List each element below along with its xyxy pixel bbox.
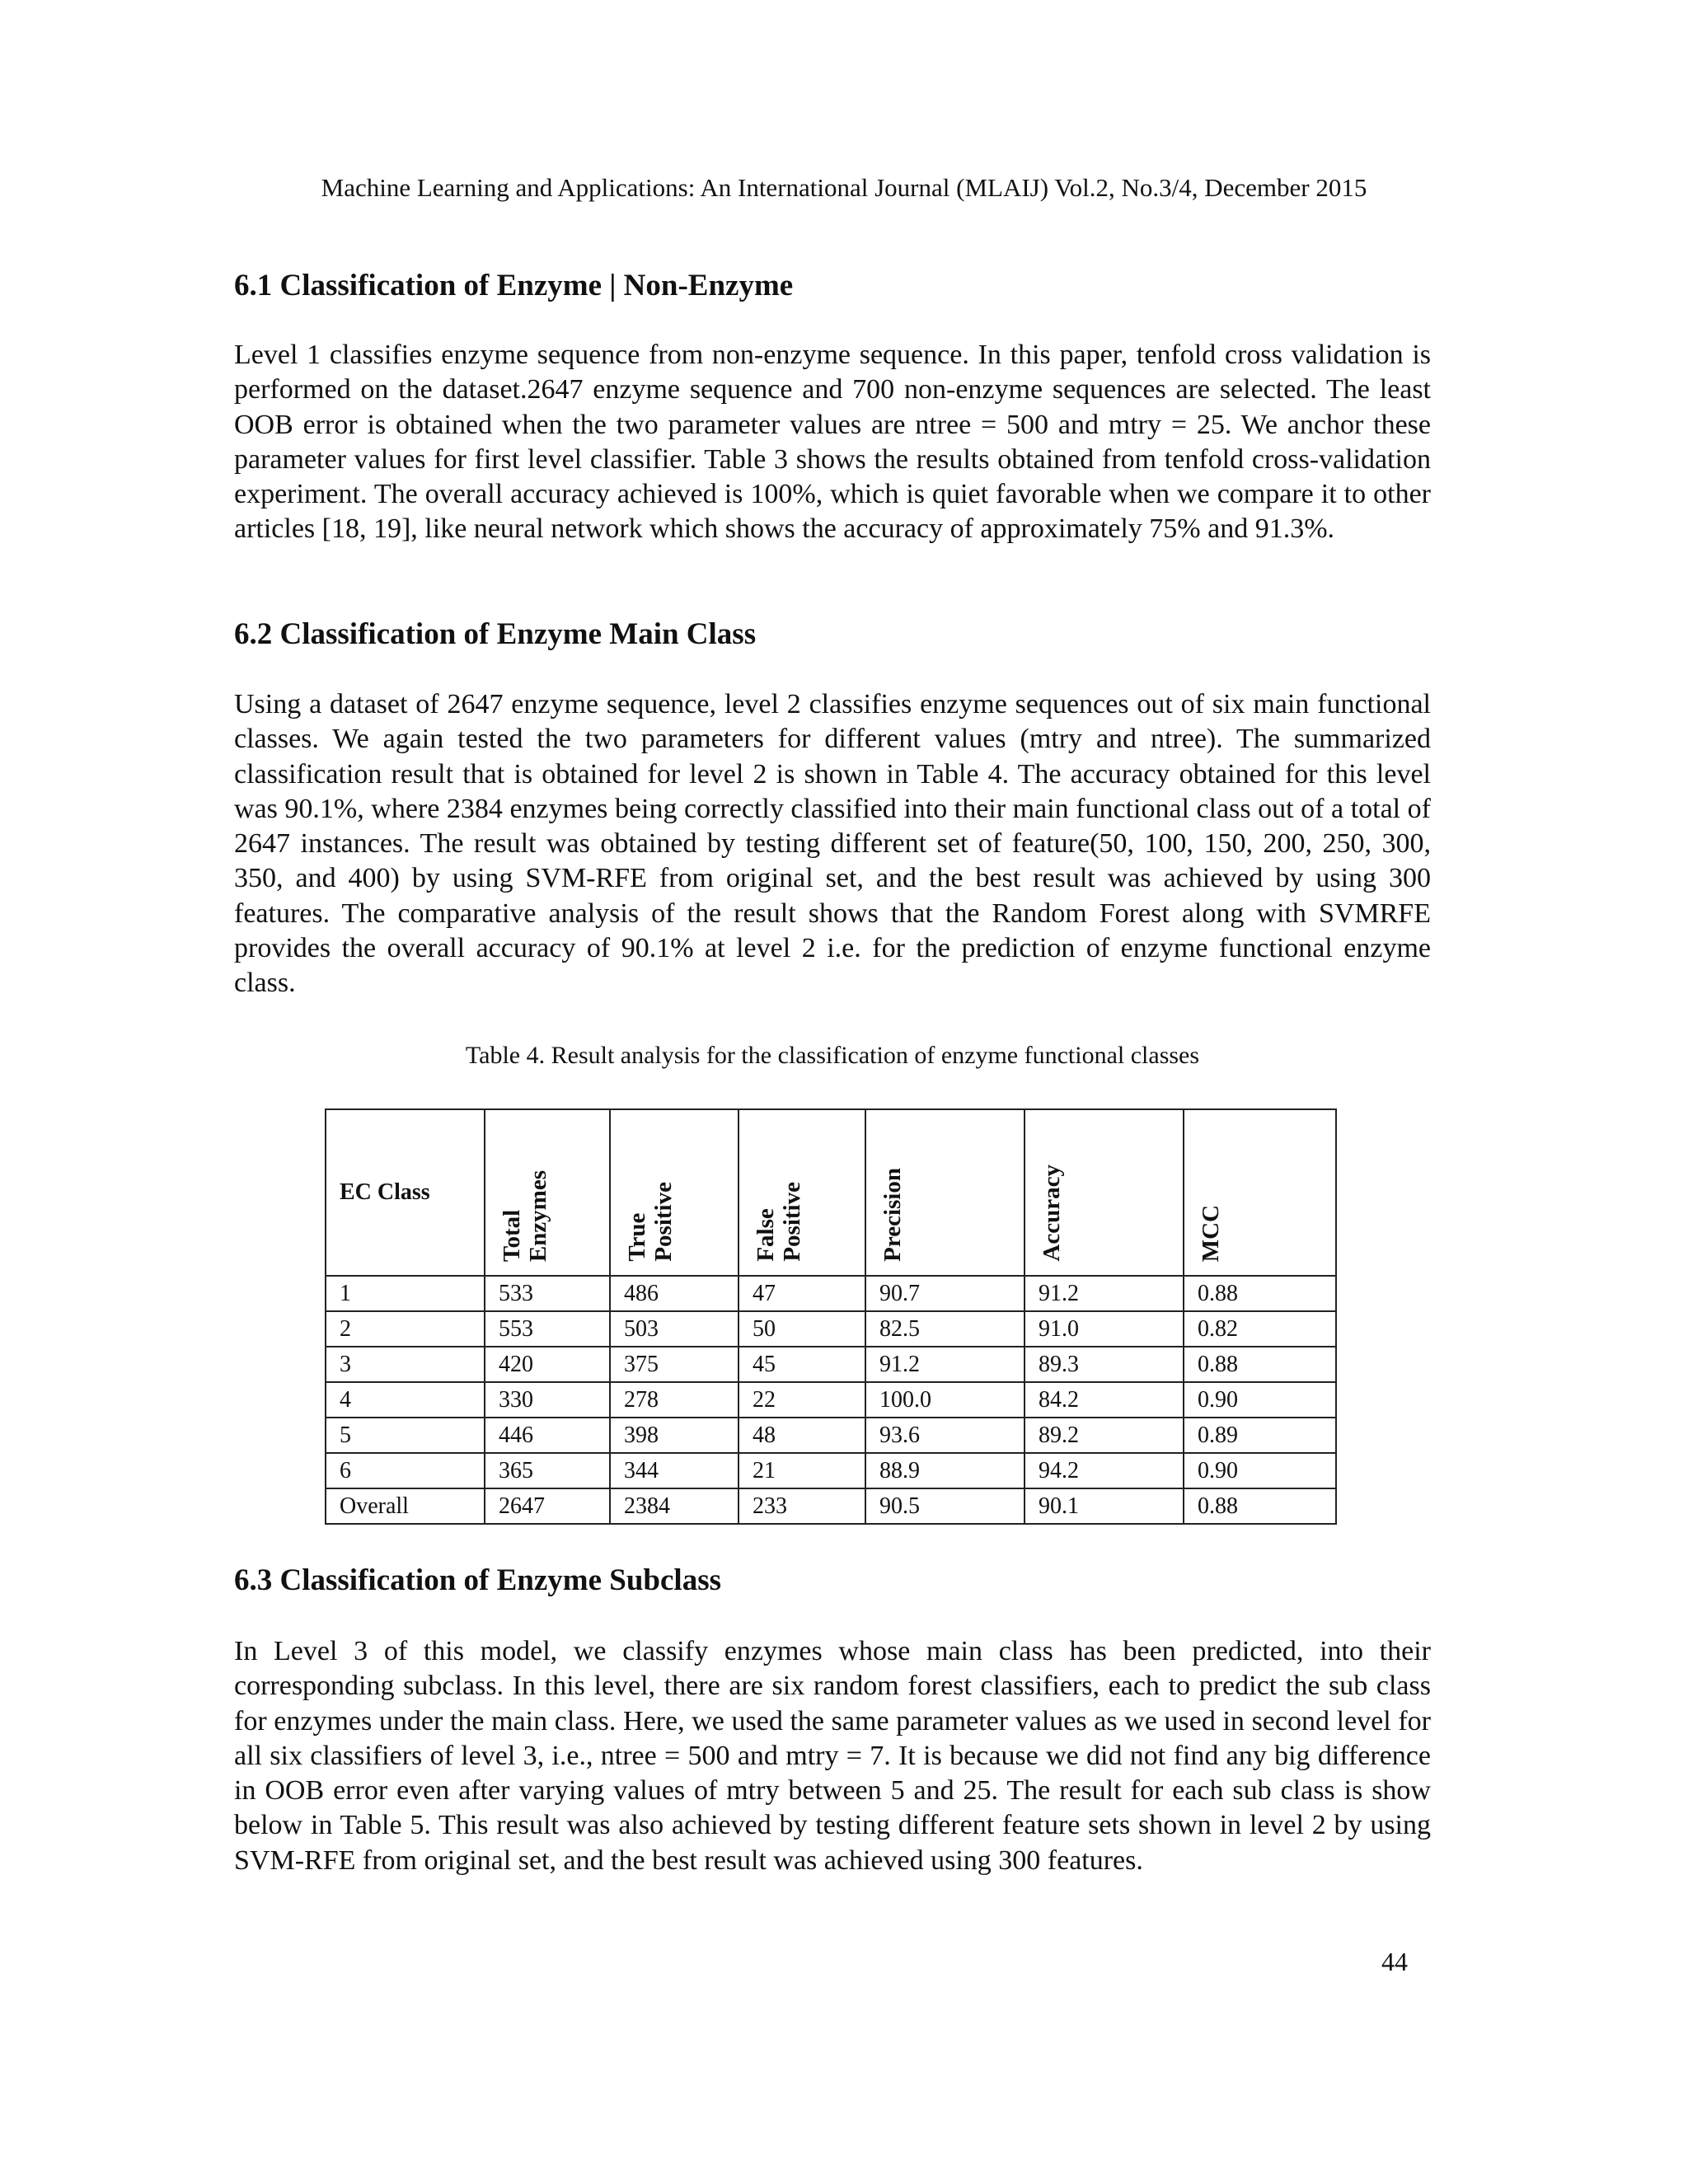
table-cell: 91.2	[865, 1347, 1025, 1382]
table-cell: 47	[738, 1276, 865, 1311]
section-heading-6-1: 6.1 Classification of Enzyme | Non-Enzyme	[234, 269, 794, 302]
table-cell: 50	[738, 1311, 865, 1347]
table-cell: 90.7	[865, 1276, 1025, 1311]
table-cell: 486	[610, 1276, 738, 1311]
table-cell: 420	[485, 1347, 610, 1382]
table-cell: 100.0	[865, 1382, 1025, 1418]
results-table	[325, 1108, 1337, 1525]
header-ec-class: EC Class	[326, 1109, 485, 1276]
table-cell: 0.88	[1184, 1488, 1336, 1524]
table-cell: 82.5	[865, 1311, 1025, 1347]
table-cell: 48	[738, 1418, 865, 1453]
table-cell: 93.6	[865, 1418, 1025, 1453]
table-cell: 84.2	[1025, 1382, 1184, 1418]
table-row	[326, 1453, 1336, 1488]
table-cell: 1	[326, 1276, 485, 1311]
table-cell: 2647	[485, 1488, 610, 1524]
table-row	[326, 1418, 1336, 1453]
table-cell: 88.9	[865, 1453, 1025, 1488]
header-accuracy: Accuracy	[1025, 1109, 1184, 1276]
table-cell: 330	[485, 1382, 610, 1418]
table-cell: 4	[326, 1382, 485, 1418]
table-cell: 0.90	[1184, 1453, 1336, 1488]
table-cell: 90.1	[1025, 1488, 1184, 1524]
table-cell: 503	[610, 1311, 738, 1347]
table-cell: 344	[610, 1453, 738, 1488]
table-cell: 90.5	[865, 1488, 1025, 1524]
table-cell: 365	[485, 1453, 610, 1488]
table-header-row	[326, 1109, 1336, 1276]
header-mcc: MCC	[1184, 1109, 1336, 1276]
header-false-positive: False Positive	[738, 1109, 865, 1276]
table-cell: 94.2	[1025, 1453, 1184, 1488]
table-cell: 45	[738, 1347, 865, 1382]
table-cell: 533	[485, 1276, 610, 1311]
table-cell: 91.2	[1025, 1276, 1184, 1311]
table-cell: 553	[485, 1311, 610, 1347]
section-paragraph-6-2: Using a dataset of 2647 enzyme sequence, level 2 classifies enzyme sequences out of six main functional classes. We again tested the two parameters for different values (mtry and ntree). The summarized classification result that is obtained for level 2 is shown in Table 4. The accuracy obtained for this level was 90.1%, where 2384 enzymes being correctly classified into their main functional class out of a total of 2647 instances. The result was obtained by testing different set of feature(50, 100, 150, 200, 250, 300, 350, and 400) by using SVM-RFE from original set, and the best result was achieved by using 300 features. The comparative analysis of the result shows that the Random Forest along with SVMRFE provides the overall accuracy of 90.1% at level 2 i.e. for the prediction of enzyme functional enzyme class.	[234, 689, 1431, 999]
table-cell: 446	[485, 1418, 610, 1453]
table-row	[326, 1276, 1336, 1311]
table-caption: Table 4. Result analysis for the classification of enzyme functional classes	[465, 1042, 1200, 1069]
table-row	[326, 1311, 1336, 1347]
section-heading-6-3: 6.3 Classification of Enzyme Subclass	[234, 1563, 722, 1597]
table-cell: 91.0	[1025, 1311, 1184, 1347]
header-true-positive: True Positive	[610, 1109, 738, 1276]
header-precision: Precision	[865, 1109, 1025, 1276]
table-cell: 0.82	[1184, 1311, 1336, 1347]
table-cell: 3	[326, 1347, 485, 1382]
table-cell: Overall	[326, 1488, 485, 1524]
table-cell: 2	[326, 1311, 485, 1347]
table-cell: 2384	[610, 1488, 738, 1524]
table-cell: 233	[738, 1488, 865, 1524]
table-cell: 375	[610, 1347, 738, 1382]
header-total-enzymes: Total Enzymes	[485, 1109, 610, 1276]
table-cell: 6	[326, 1453, 485, 1488]
table-cell: 0.89	[1184, 1418, 1336, 1453]
table-cell: 0.88	[1184, 1276, 1336, 1311]
table-cell: 21	[738, 1453, 865, 1488]
table-cell: 0.90	[1184, 1382, 1336, 1418]
table-cell: 89.2	[1025, 1418, 1184, 1453]
running-header: Machine Learning and Applications: An International Journal (MLAIJ) Vol.2, No.3/4, December 2015	[321, 173, 1367, 202]
table-row-overall	[326, 1488, 1336, 1524]
section-paragraph-6-3: In Level 3 of this model, we classify enzymes whose main class has been predicted, into their corresponding subclass. In this level, there are six random forest classifiers, each to predict the sub class for enzymes under the main class. Here, we used the same parameter values as we used in second level for all six classifiers of level 3, i.e., ntree = 500 and mtry = 7. It is because we did not find any big difference in OOB error even after varying values of mtry between 5 and 25. The result for each sub class is show below in Table 5. This result was also achieved by testing different feature sets shown in level 2 by using SVM-RFE from original set, and the best result was achieved using 300 features.	[234, 1636, 1431, 1876]
table-cell: 278	[610, 1382, 738, 1418]
table-cell: 0.88	[1184, 1347, 1336, 1382]
table-cell: 89.3	[1025, 1347, 1184, 1382]
table-cell: 5	[326, 1418, 485, 1453]
page-number: 44	[1381, 1947, 1408, 1976]
table-row	[326, 1347, 1336, 1382]
table-cell: 22	[738, 1382, 865, 1418]
section-paragraph-6-1: Level 1 classifies enzyme sequence from non-enzyme sequence. In this paper, tenfold cross validation is performed on the dataset.2647 enzyme sequence and 700 non-enzyme sequences are selected. The least OOB error is obtained when the two parameter values are ntree = 500 and mtry = 25. We anchor these parameter values for first level classifier. Table 3 shows the results obtained from tenfold cross-validation experiment. The overall accuracy achieved is 100%, which is quiet favorable when we compare it to other articles [18, 19], like neural network which shows the accuracy of approximately 75% and 91.3%.	[234, 340, 1431, 545]
table-cell: 398	[610, 1418, 738, 1453]
table-row	[326, 1382, 1336, 1418]
section-heading-6-2: 6.2 Classification of Enzyme Main Class	[234, 617, 757, 651]
